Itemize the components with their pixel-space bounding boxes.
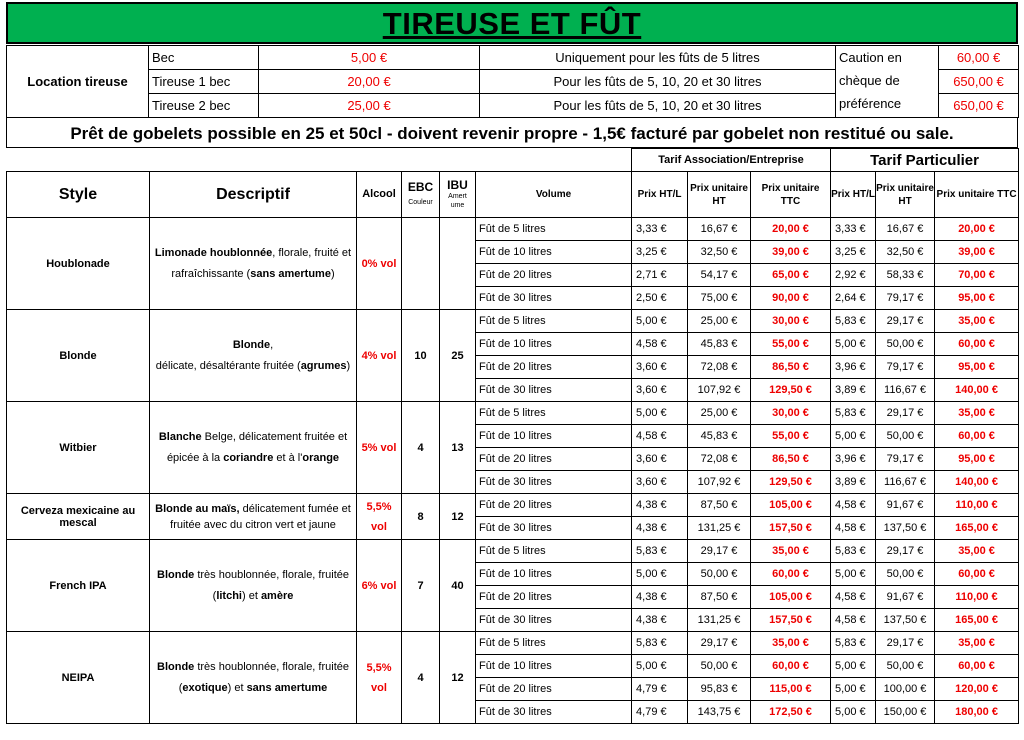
rental-item-name: Tireuse 1 bec xyxy=(149,70,259,94)
assoc-prix-htl: 3,60 € xyxy=(632,448,688,471)
assoc-prix-unit-ttc: 60,00 € xyxy=(751,655,831,678)
assoc-prix-htl: 4,38 € xyxy=(632,517,688,540)
beer-ibu: 25 xyxy=(440,310,476,402)
assoc-prix-unit-ht: 72,08 € xyxy=(688,448,751,471)
assoc-prix-unit-ttc: 86,50 € xyxy=(751,448,831,471)
assoc-prix-unit-ht: 45,83 € xyxy=(688,425,751,448)
assoc-prix-htl: 3,33 € xyxy=(632,218,688,241)
beer-ebc: 4 xyxy=(402,402,440,494)
table-row xyxy=(7,540,1019,563)
part-prix-unit-ht: 58,33 € xyxy=(876,264,935,287)
assoc-prix-unit-ttc: 60,00 € xyxy=(751,563,831,586)
part-prix-unit-ttc: 70,00 € xyxy=(935,264,1019,287)
part-prix-unit-ht: 29,17 € xyxy=(876,310,935,333)
keg-volume: Fût de 30 litres xyxy=(476,609,632,632)
beer-style: Blonde xyxy=(7,310,150,402)
part-prix-htl: 3,96 € xyxy=(831,448,876,471)
table-row xyxy=(7,494,1019,517)
part-prix-unit-ttc: 35,00 € xyxy=(935,310,1019,333)
assoc-prix-htl: 4,38 € xyxy=(632,609,688,632)
part-prix-unit-ht: 116,67 € xyxy=(876,471,935,494)
part-prix-unit-ttc: 140,00 € xyxy=(935,471,1019,494)
col-prix-unit-ttc-p: Prix unitaire TTC xyxy=(935,172,1019,218)
keg-volume: Fût de 20 litres xyxy=(476,494,632,517)
beer-price-table xyxy=(6,148,1019,724)
assoc-prix-unit-ttc: 35,00 € xyxy=(751,540,831,563)
beer-ebc: 8 xyxy=(402,494,440,540)
price-sheet xyxy=(1,0,1023,740)
col-prix-unit-ttc: Prix unitaire TTC xyxy=(751,172,831,218)
assoc-prix-unit-ttc: 129,50 € xyxy=(751,379,831,402)
col-prix-unit-ht-p: Prix unitaire HT xyxy=(876,172,935,218)
part-prix-unit-ttc: 120,00 € xyxy=(935,678,1019,701)
part-prix-unit-ttc: 60,00 € xyxy=(935,333,1019,356)
col-alcool: Alcool xyxy=(357,172,402,218)
keg-volume: Fût de 30 litres xyxy=(476,287,632,310)
beer-ibu: 12 xyxy=(440,494,476,540)
rental-item-price: 20,00 € xyxy=(259,70,480,94)
keg-volume: Fût de 5 litres xyxy=(476,218,632,241)
part-prix-unit-ht: 50,00 € xyxy=(876,425,935,448)
assoc-prix-unit-ttc: 157,50 € xyxy=(751,609,831,632)
header-spacer xyxy=(7,149,632,172)
assoc-prix-unit-ttc: 86,50 € xyxy=(751,356,831,379)
beer-alcool: 6% vol xyxy=(357,540,402,632)
rental-item-note: Pour les fûts de 5, 10, 20 et 30 litres xyxy=(480,94,836,118)
part-prix-unit-ht: 150,00 € xyxy=(876,701,935,724)
assoc-prix-htl: 2,50 € xyxy=(632,287,688,310)
part-prix-htl: 5,00 € xyxy=(831,655,876,678)
part-prix-unit-ttc: 60,00 € xyxy=(935,655,1019,678)
assoc-prix-unit-ttc: 172,50 € xyxy=(751,701,831,724)
part-prix-htl: 5,00 € xyxy=(831,425,876,448)
beer-description: Limonade houblonnée, florale, fruité et rafraîchissante (sans amertume) xyxy=(150,218,357,310)
assoc-prix-htl: 5,00 € xyxy=(632,655,688,678)
assoc-prix-unit-ttc: 39,00 € xyxy=(751,241,831,264)
part-prix-htl: 2,92 € xyxy=(831,264,876,287)
keg-volume: Fût de 10 litres xyxy=(476,563,632,586)
part-prix-htl: 3,89 € xyxy=(831,379,876,402)
page-title: TIREUSE ET FÛT xyxy=(382,6,642,41)
part-prix-unit-ttc: 20,00 € xyxy=(935,218,1019,241)
assoc-prix-htl: 5,00 € xyxy=(632,563,688,586)
assoc-prix-unit-ht: 72,08 € xyxy=(688,356,751,379)
part-prix-unit-ttc: 35,00 € xyxy=(935,402,1019,425)
assoc-prix-unit-ttc: 20,00 € xyxy=(751,218,831,241)
keg-volume: Fût de 30 litres xyxy=(476,471,632,494)
part-prix-unit-ht: 91,67 € xyxy=(876,586,935,609)
part-prix-htl: 4,58 € xyxy=(831,517,876,540)
part-prix-unit-ht: 50,00 € xyxy=(876,655,935,678)
assoc-prix-htl: 2,71 € xyxy=(632,264,688,287)
keg-volume: Fût de 30 litres xyxy=(476,701,632,724)
rental-item-note: Pour les fûts de 5, 10, 20 et 30 litres xyxy=(480,70,836,94)
beer-description: Blonde très houblonnée, florale, fruitée (exotique) et sans amertume xyxy=(150,632,357,724)
rental-item-name: Tireuse 2 bec xyxy=(149,94,259,118)
assoc-prix-htl: 3,60 € xyxy=(632,379,688,402)
col-volume: Volume xyxy=(476,172,632,218)
part-prix-unit-ttc: 140,00 € xyxy=(935,379,1019,402)
assoc-prix-unit-ttc: 105,00 € xyxy=(751,494,831,517)
keg-volume: Fût de 10 litres xyxy=(476,655,632,678)
col-style: Style xyxy=(7,172,150,218)
rental-item-name: Bec xyxy=(149,46,259,70)
rental-table xyxy=(6,45,1019,118)
part-prix-unit-ht: 29,17 € xyxy=(876,402,935,425)
part-prix-htl: 3,89 € xyxy=(831,471,876,494)
part-prix-htl: 4,58 € xyxy=(831,586,876,609)
assoc-prix-unit-ht: 25,00 € xyxy=(688,402,751,425)
beer-alcool: 5,5% vol xyxy=(357,494,402,540)
assoc-prix-unit-ttc: 157,50 € xyxy=(751,517,831,540)
caution-value: 60,00 € xyxy=(939,46,1019,70)
title-banner xyxy=(6,2,1018,44)
col-ebc-sub: Couleur xyxy=(408,198,433,206)
rental-item-note: Uniquement pour les fûts de 5 litres xyxy=(480,46,836,70)
assoc-prix-unit-ht: 29,17 € xyxy=(688,632,751,655)
part-prix-unit-ht: 137,50 € xyxy=(876,609,935,632)
keg-volume: Fût de 5 litres xyxy=(476,310,632,333)
assoc-prix-unit-ttc: 55,00 € xyxy=(751,425,831,448)
assoc-prix-unit-ttc: 115,00 € xyxy=(751,678,831,701)
part-prix-htl: 5,00 € xyxy=(831,678,876,701)
keg-volume: Fût de 5 litres xyxy=(476,402,632,425)
keg-volume: Fût de 5 litres xyxy=(476,540,632,563)
part-prix-htl: 5,83 € xyxy=(831,632,876,655)
assoc-prix-unit-ht: 107,92 € xyxy=(688,379,751,402)
part-prix-htl: 3,96 € xyxy=(831,356,876,379)
part-prix-unit-ttc: 35,00 € xyxy=(935,540,1019,563)
beer-ibu: 13 xyxy=(440,402,476,494)
keg-volume: Fût de 10 litres xyxy=(476,241,632,264)
part-prix-unit-ht: 50,00 € xyxy=(876,333,935,356)
assoc-prix-unit-ht: 45,83 € xyxy=(688,333,751,356)
caution-value: 650,00 € xyxy=(939,94,1019,118)
assoc-prix-htl: 4,58 € xyxy=(632,425,688,448)
assoc-prix-htl: 4,38 € xyxy=(632,494,688,517)
part-prix-htl: 5,83 € xyxy=(831,540,876,563)
keg-volume: Fût de 10 litres xyxy=(476,333,632,356)
part-prix-unit-ttc: 95,00 € xyxy=(935,356,1019,379)
part-prix-unit-ht: 79,17 € xyxy=(876,356,935,379)
caution-label: Caution en chèque de préférence xyxy=(836,46,939,118)
assoc-prix-unit-ttc: 105,00 € xyxy=(751,586,831,609)
assoc-prix-unit-ttc: 65,00 € xyxy=(751,264,831,287)
rental-title: Location tireuse xyxy=(7,46,149,118)
table-row xyxy=(7,218,1019,241)
assoc-prix-htl: 3,60 € xyxy=(632,471,688,494)
part-prix-unit-ht: 91,67 € xyxy=(876,494,935,517)
part-prix-unit-ht: 29,17 € xyxy=(876,540,935,563)
beer-alcool: 0% vol xyxy=(357,218,402,310)
rental-item-price: 25,00 € xyxy=(259,94,480,118)
beer-ibu: 12 xyxy=(440,632,476,724)
beer-ebc: 4 xyxy=(402,632,440,724)
assoc-prix-unit-ht: 25,00 € xyxy=(688,310,751,333)
part-prix-unit-ttc: 110,00 € xyxy=(935,586,1019,609)
part-prix-htl: 3,25 € xyxy=(831,241,876,264)
table-row xyxy=(7,402,1019,425)
assoc-prix-htl: 3,60 € xyxy=(632,356,688,379)
assoc-prix-htl: 4,38 € xyxy=(632,586,688,609)
cup-loan-notice: Prêt de gobelets possible en 25 et 50cl - doivent revenir propre - 1,5€ facturé par gobelet non restitué ou sale. xyxy=(6,117,1018,148)
part-prix-unit-ttc: 95,00 € xyxy=(935,448,1019,471)
col-desc: Descriptif xyxy=(150,172,357,218)
table-row xyxy=(7,310,1019,333)
assoc-prix-unit-ttc: 35,00 € xyxy=(751,632,831,655)
part-prix-unit-ttc: 60,00 € xyxy=(935,563,1019,586)
assoc-prix-unit-ttc: 30,00 € xyxy=(751,310,831,333)
assoc-prix-unit-ht: 50,00 € xyxy=(688,563,751,586)
beer-style: Houblonade xyxy=(7,218,150,310)
beer-description: Blonde, délicate, désaltérante fruitée (agrumes) xyxy=(150,310,357,402)
part-prix-unit-ttc: 35,00 € xyxy=(935,632,1019,655)
col-prix-unit-ht: Prix unitaire HT xyxy=(688,172,751,218)
beer-style: NEIPA xyxy=(7,632,150,724)
part-prix-htl: 5,83 € xyxy=(831,402,876,425)
beer-alcool: 5% vol xyxy=(357,402,402,494)
assoc-prix-unit-ht: 87,50 € xyxy=(688,494,751,517)
part-prix-htl: 4,58 € xyxy=(831,609,876,632)
keg-volume: Fût de 20 litres xyxy=(476,264,632,287)
assoc-prix-unit-ht: 143,75 € xyxy=(688,701,751,724)
assoc-prix-htl: 5,83 € xyxy=(632,540,688,563)
part-prix-unit-ttc: 110,00 € xyxy=(935,494,1019,517)
beer-alcool: 5,5% vol xyxy=(357,632,402,724)
assoc-prix-unit-ht: 54,17 € xyxy=(688,264,751,287)
part-prix-unit-ht: 50,00 € xyxy=(876,563,935,586)
assoc-prix-htl: 3,25 € xyxy=(632,241,688,264)
assoc-prix-unit-ht: 131,25 € xyxy=(688,517,751,540)
part-prix-htl: 5,00 € xyxy=(831,333,876,356)
keg-volume: Fût de 20 litres xyxy=(476,448,632,471)
table-row xyxy=(7,632,1019,655)
assoc-prix-unit-ht: 16,67 € xyxy=(688,218,751,241)
part-prix-htl: 5,83 € xyxy=(831,310,876,333)
keg-volume: Fût de 20 litres xyxy=(476,678,632,701)
beer-description: Blonde très houblonnée, florale, fruitée (litchi) et amère xyxy=(150,540,357,632)
part-prix-unit-ttc: 39,00 € xyxy=(935,241,1019,264)
assoc-prix-htl: 5,00 € xyxy=(632,310,688,333)
part-prix-unit-ht: 29,17 € xyxy=(876,632,935,655)
header-part: Tarif Particulier xyxy=(831,149,1019,172)
caution-value: 650,00 € xyxy=(939,70,1019,94)
part-prix-unit-ht: 79,17 € xyxy=(876,287,935,310)
beer-alcool: 4% vol xyxy=(357,310,402,402)
part-prix-htl: 5,00 € xyxy=(831,563,876,586)
beer-ibu: 40 xyxy=(440,540,476,632)
part-prix-unit-ht: 32,50 € xyxy=(876,241,935,264)
header-assoc: Tarif Association/Entreprise xyxy=(632,149,831,172)
keg-volume: Fût de 30 litres xyxy=(476,517,632,540)
rental-item-price: 5,00 € xyxy=(259,46,480,70)
beer-description: Blanche Belge, délicatement fruitée et épicée à la coriandre et à l'orange xyxy=(150,402,357,494)
part-prix-unit-ttc: 165,00 € xyxy=(935,609,1019,632)
assoc-prix-htl: 4,58 € xyxy=(632,333,688,356)
part-prix-htl: 3,33 € xyxy=(831,218,876,241)
assoc-prix-htl: 4,79 € xyxy=(632,701,688,724)
col-ebc-label: EBC xyxy=(407,179,434,194)
assoc-prix-htl: 5,00 € xyxy=(632,402,688,425)
col-ibu-sub: Amert ume xyxy=(448,193,467,209)
part-prix-unit-ttc: 165,00 € xyxy=(935,517,1019,540)
col-prix-htl: Prix HT/L xyxy=(632,172,688,218)
col-ibu xyxy=(440,172,476,218)
assoc-prix-unit-ht: 131,25 € xyxy=(688,609,751,632)
keg-volume: Fût de 10 litres xyxy=(476,425,632,448)
keg-volume: Fût de 20 litres xyxy=(476,586,632,609)
part-prix-unit-ttc: 60,00 € xyxy=(935,425,1019,448)
assoc-prix-unit-ht: 29,17 € xyxy=(688,540,751,563)
keg-volume: Fût de 5 litres xyxy=(476,632,632,655)
keg-volume: Fût de 20 litres xyxy=(476,356,632,379)
part-prix-unit-ht: 16,67 € xyxy=(876,218,935,241)
assoc-prix-unit-ttc: 30,00 € xyxy=(751,402,831,425)
assoc-prix-unit-ht: 75,00 € xyxy=(688,287,751,310)
assoc-prix-unit-ht: 107,92 € xyxy=(688,471,751,494)
col-ebc xyxy=(402,172,440,218)
beer-style: Witbier xyxy=(7,402,150,494)
part-prix-htl: 5,00 € xyxy=(831,701,876,724)
beer-rows xyxy=(7,218,1019,724)
assoc-prix-unit-ht: 50,00 € xyxy=(688,655,751,678)
assoc-prix-unit-ttc: 129,50 € xyxy=(751,471,831,494)
beer-style: French IPA xyxy=(7,540,150,632)
beer-ebc xyxy=(402,218,440,310)
assoc-prix-unit-ht: 95,83 € xyxy=(688,678,751,701)
keg-volume: Fût de 30 litres xyxy=(476,379,632,402)
part-prix-htl: 4,58 € xyxy=(831,494,876,517)
beer-ibu xyxy=(440,218,476,310)
part-prix-unit-ht: 79,17 € xyxy=(876,448,935,471)
assoc-prix-unit-ttc: 90,00 € xyxy=(751,287,831,310)
assoc-prix-unit-ttc: 55,00 € xyxy=(751,333,831,356)
part-prix-unit-ht: 116,67 € xyxy=(876,379,935,402)
beer-description: Blonde au maïs, délicatement fumée et fruitée avec du citron vert et jaune xyxy=(150,494,357,540)
beer-ebc: 7 xyxy=(402,540,440,632)
part-prix-unit-ttc: 180,00 € xyxy=(935,701,1019,724)
beer-ebc: 10 xyxy=(402,310,440,402)
assoc-prix-unit-ht: 32,50 € xyxy=(688,241,751,264)
assoc-prix-unit-ht: 87,50 € xyxy=(688,586,751,609)
assoc-prix-htl: 4,79 € xyxy=(632,678,688,701)
part-prix-unit-ht: 100,00 € xyxy=(876,678,935,701)
part-prix-htl: 2,64 € xyxy=(831,287,876,310)
beer-style: Cerveza mexicaine au mescal xyxy=(7,494,150,540)
part-prix-unit-ht: 137,50 € xyxy=(876,517,935,540)
col-prix-htl-p: Prix HT/L xyxy=(831,172,876,218)
assoc-prix-htl: 5,83 € xyxy=(632,632,688,655)
part-prix-unit-ttc: 95,00 € xyxy=(935,287,1019,310)
col-ibu-label: IBU xyxy=(447,178,468,192)
